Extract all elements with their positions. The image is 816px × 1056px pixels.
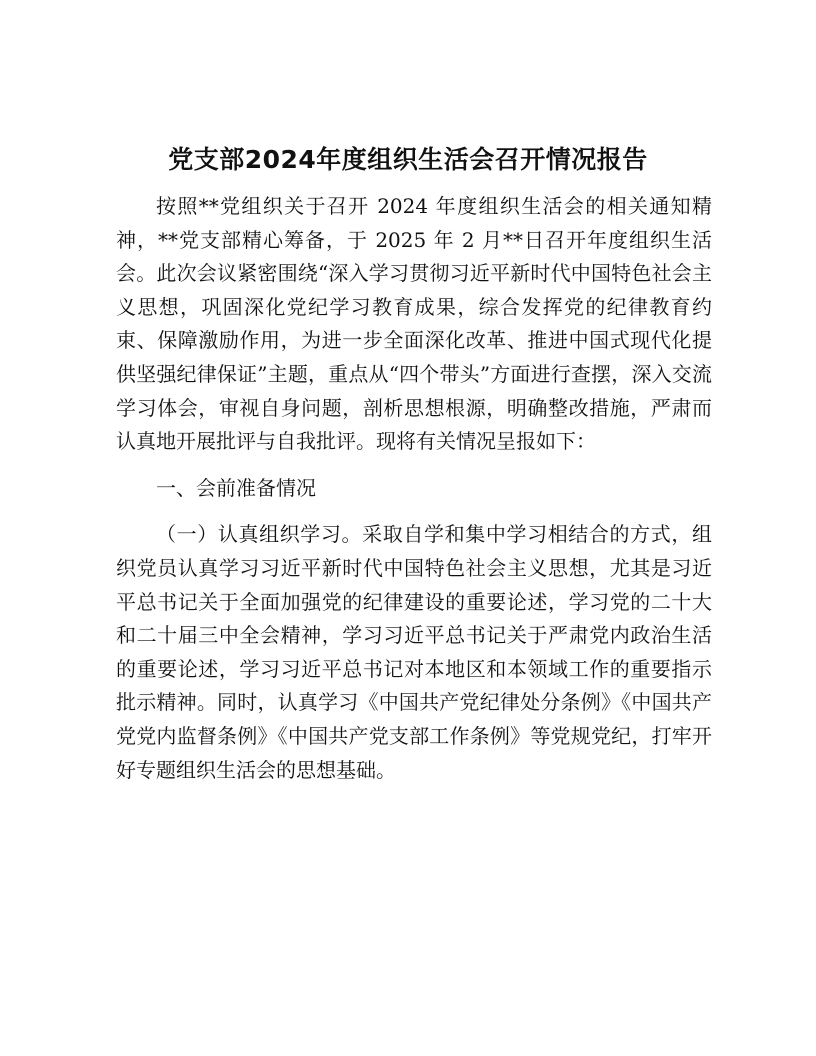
- document-title: 党支部2024年度组织生活会召开情况报告: [168, 145, 648, 174]
- section-item-paragraph: （一）认真组织学习。采取自学和集中学习相结合的方式，组织党员认真学习习近平新时代中国特色社会主义思想，尤其是习近平总书记关于全面加强党的纪律建设的重要论述，学习党的二十大和二十届三中全会精神，学习习近平总书记关于严肃党内政治生活的重要论述，学习习近平总书记对本地区和本领域工作的重要指示批示精神。同时，认真学习《中国共产党纪律处分条例》《中国共产党党内监督条例》《中国共产党支部工作条例》等党规党纪，打牢开好专题组织生活会的思想基础。: [116, 522, 712, 782]
- section-heading: 一、会前准备情况: [156, 475, 316, 500]
- intro-paragraph: 按照**党组织关于召开 2024 年度组织生活会的相关通知精神，**党支部精心筹备，于 2025 年 2 月**日召开年度组织生活会。此次会议紧密围绕“深入学习贯彻习近平新时代中国特色社会主义思想，巩固深化党纪学习教育成果，综合发挥党的纪律教育约束、保障激励作用，为进一步全面深化改革、推进中国式现代化提供坚强纪律保证”主题，重点从“四个带头”方面进行查摆，深入交流学习体会，审视自身问题，剖析思想根源，明确整改措施，严肃而认真地开展批评与自我批评。现将有关情况呈报如下：: [116, 194, 712, 454]
- document-body: [116, 190, 712, 787]
